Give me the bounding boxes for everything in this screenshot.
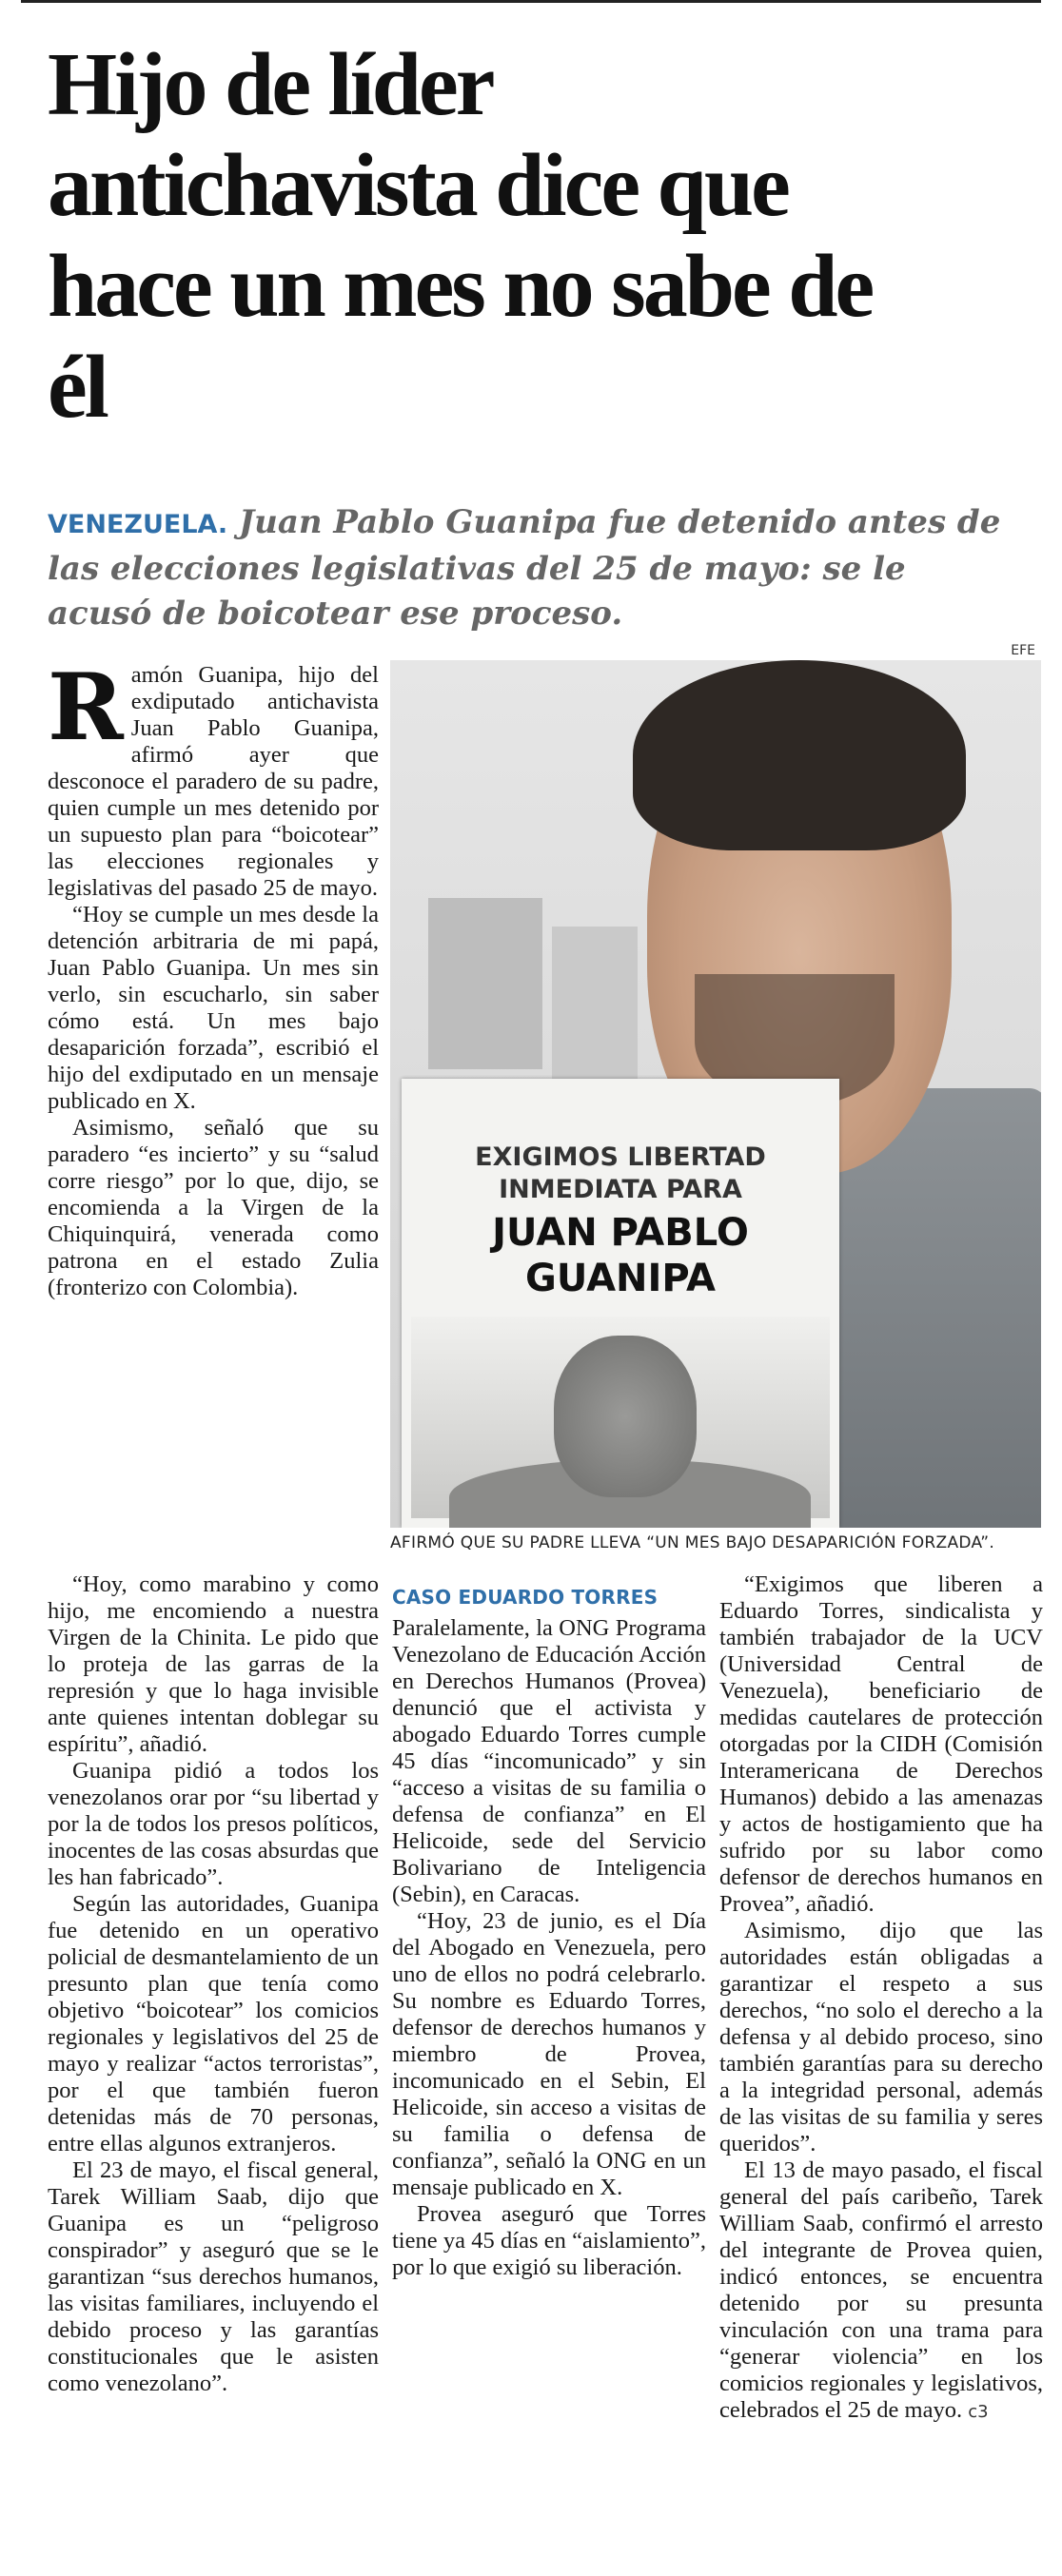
drop-cap: R [48,654,124,761]
body-column-1-bottom [48,1571,379,2397]
paragraph-13 [719,2157,1043,2426]
lead-kicker: VENEZUELA. [48,510,228,539]
paragraph-10: Provea aseguró que Torres tiene ya 45 días en “aislamiento”, por lo que exigió su liberación. [392,2201,706,2280]
paragraph-13-text: El 13 de mayo pasado, el fiscal general del país caribeño, Tarek William Saab, confirmó el arresto del integrante de Provea quien, indicó entonces, se encuentra detenido por su presunta vinculación con una trama para “generar violencia” en los comicios regionales y legislativos, celebrados el 25 de mayo. [719,2157,1043,2423]
sign-line-1: EXIGIMOS LIBERTAD [475,1142,766,1172]
paragraph-11: “Exigimos que liberen a Eduardo Torres, sindicalista y también trabajador de la UCV (Universidad Central de Venezuela), beneficiario de medidas cautelares de protección otorgadas por la CIDH (Comisión Interamericana de Derechos Humanos) debido a las amenazas y actos de hostigamiento que ha sufrido por su labor como defensor de derechos humanos en Provea”, añadió. [719,1571,1043,1917]
paragraph-7: El 23 de mayo, el fiscal general, Tarek William Saab, dijo que Guanipa es un “peligroso conspirador” y aseguró que se le garantizan “sus derechos humanos, las visitas familiares, incluyendo el debido proceso y las garantías constitucionales que le asisten como venezolano”. [48,2157,379,2396]
man-hair [633,660,966,850]
photo-credit: EFE [1011,643,1035,658]
paragraph-1-text: amón Guanipa, hijo del exdiputado antichavista Juan Pablo Guanipa, afirmó ayer que desconoce el paradero de su padre, quien cumple un mes detenido por un supuesto plan para “boicotear” las elecciones regionales y legislativas del pasado 25 de mayo. [48,662,379,901]
lead-paragraph [48,500,1009,636]
paragraph-4: “Hoy, como marabino y como hijo, me encomiendo a nuestra Virgen de la Chinita. Le pido que lo proteja de las garras de la represión y que lo haga invisible ante quienes intentan doblegar su espíritu”, añadió. [48,1571,379,1757]
news-photo [390,660,1041,1528]
sign-portrait-face [554,1336,697,1497]
body-column-3 [719,1571,1043,2426]
paragraph-2: “Hoy se cumple un mes desde la detención arbitraria de mi papá, Juan Pablo Guanipa. Un mes sin verlo, sin escucharlo, sin saber cómo está. Un mes bajo desaparición forzada”, escribió el hijo del exdiputado en un mensaje publicado en X. [48,902,379,1114]
paragraph-1 [48,654,379,902]
sign-line-2: INMEDIATA PARA [499,1175,742,1204]
photo-caption: AFIRMÓ QUE SU PADRE LLEVA “UN MES BAJO DESAPARICIÓN FORZADA”. [390,1533,995,1552]
background-shape [552,927,638,1079]
sign-portrait [411,1317,830,1518]
sign-name-line-2: GUANIPA [525,1257,716,1300]
paragraph-8: Paralelamente, la ONG Programa Venezolano de Educación Acción en Derechos Humanos (Provea) denunció que el activista y abogado Eduardo Torres cumple 45 días “incomunicado” y sin “acceso a visitas de su familia o defensa de confianza” en El Helicoide, sede del Servicio Bolivariano de Inteligencia (Sebin), en Caracas. [392,1615,706,1907]
paragraph-3: Asimismo, señaló que su paradero “es incierto” y su “salud corre riesgo” por lo que, dijo, se encomienda a la Virgen de la Chiquinquirá, venerada como patrona en el estado Zulia (fronterizo con Colombia). [48,1115,379,1300]
sign-name-line-1: JUAN PABLO [492,1211,749,1255]
end-mark: c3 [968,2402,989,2422]
background-shape [428,898,542,1069]
section-subhead: CASO EDUARDO TORRES [392,1586,659,1609]
body-column-1-top [48,654,379,1301]
paragraph-9: “Hoy, 23 de junio, es el Día del Abogado en Venezuela, pero uno de ellos no podrá celebrarlo. Su nombre es Eduardo Torres, defensor de derechos humanos y miembro de Provea, incomunicado en el Sebin, El Helicoide, sin acceso a visitas de su familia o defensa de confianza”, señaló la ONG en un mensaje publicado en X. [392,1908,706,2200]
paragraph-12: Asimismo, dijo que las autoridades están obligadas a garantizar el respeto a sus derechos, “no solo el derecho a la defensa y al debido proceso, sino también garantías para su derecho a la integridad personal, además de las visitas de su familia y seres queridos”. [719,1918,1043,2156]
top-rule [21,0,1041,3]
body-column-2 [392,1571,706,2281]
paragraph-5: Guanipa pidió a todos los venezolanos orar por “su libertad y por la de todos los presos políticos, inocentes de las cosas absurdas que les han fabricado”. [48,1758,379,1890]
protest-sign [402,1079,839,1528]
headline: Hijo de líder antichavista dice que hace un mes no sabe de él [48,35,873,437]
lead-text: Juan Pablo Guanipa fue detenido antes de las elecciones legislativas del 25 de mayo: se le acusó de boicotear ese proceso. [48,503,1001,633]
paragraph-6: Según las autoridades, Guanipa fue detenido en un operativo policial de desmantelamiento de un presunto plan que tenía como objetivo “boicotear” los comicios regionales y legislativos del 25 de mayo y realizar “actos terroristas”, por el que también fueron detenidas más de 70 personas, entre ellas algunos extranjeros. [48,1891,379,2156]
sign-name [402,1210,839,1301]
sign-slogan [402,1142,839,1206]
